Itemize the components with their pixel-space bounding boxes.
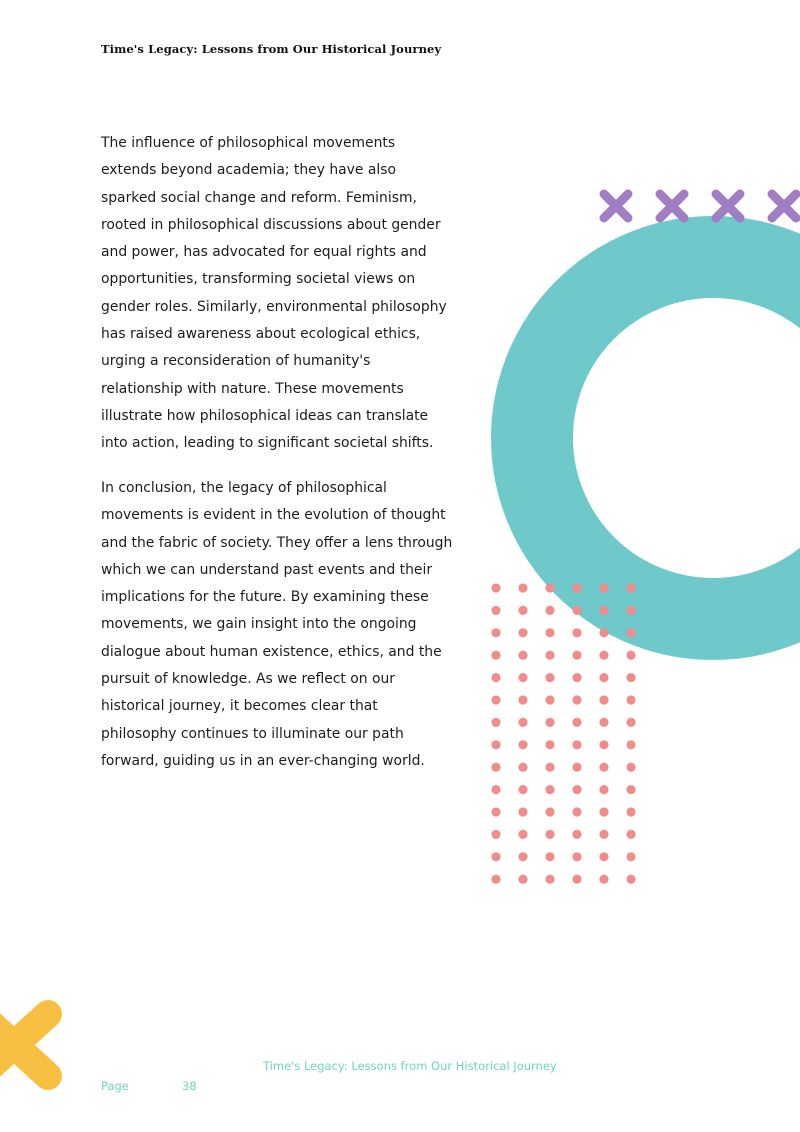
decorative-dot (599, 583, 608, 592)
decorative-dot (572, 695, 581, 704)
decorative-dot (626, 763, 635, 772)
decorative-dot (545, 606, 554, 615)
decorative-dot (545, 583, 554, 592)
decorative-dot (518, 740, 527, 749)
decorative-dot (491, 695, 500, 704)
decorative-dot (572, 628, 581, 637)
footer-page-label: Page (101, 1079, 129, 1093)
decorative-dot (545, 651, 554, 660)
decorative-dot (599, 785, 608, 794)
decorative-dot (599, 763, 608, 772)
decorative-dot (599, 651, 608, 660)
decorative-dot (572, 718, 581, 727)
decorative-dot (626, 651, 635, 660)
decorative-dot (491, 830, 500, 839)
decorative-dot (518, 875, 527, 884)
decorative-dot (599, 673, 608, 682)
decorative-dot (626, 875, 635, 884)
coral-dot-grid-decoration (488, 580, 643, 890)
decorative-dot (626, 606, 635, 615)
decorative-dot (545, 628, 554, 637)
decorative-dot (545, 695, 554, 704)
decorative-dot (626, 718, 635, 727)
decorative-dot (491, 606, 500, 615)
decorative-dot (491, 807, 500, 816)
decorative-dot (626, 807, 635, 816)
decorative-dot (599, 852, 608, 861)
decorative-dot (518, 852, 527, 861)
decorative-dot (491, 785, 500, 794)
decorative-dot (545, 830, 554, 839)
decorative-dot (491, 718, 500, 727)
yellow-cross-decoration (0, 996, 70, 1096)
decorative-dot (518, 583, 527, 592)
decorative-dot (491, 583, 500, 592)
decorative-dot (545, 763, 554, 772)
decorative-dot (518, 718, 527, 727)
decorative-dot (599, 875, 608, 884)
footer-page-number: 38 (182, 1079, 197, 1093)
decorative-dot (572, 651, 581, 660)
decorative-dot (599, 830, 608, 839)
decorative-dot (626, 852, 635, 861)
decorative-dot (626, 830, 635, 839)
decorative-dot (491, 651, 500, 660)
decorative-dot (572, 673, 581, 682)
decorative-dot (545, 673, 554, 682)
decorative-dot (599, 606, 608, 615)
decorative-dot (491, 673, 500, 682)
decorative-dot (545, 785, 554, 794)
decorative-dot (599, 807, 608, 816)
decorative-dot (572, 830, 581, 839)
decorative-dot (491, 852, 500, 861)
body-paragraph: In conclusion, the legacy of philosophical movements is evident in the evolution of thought and the fabric of society. They offer a lens through which we can understand past events and their implications for the future. By examining these movements, we gain insight into the ongoing dialogue about human existence, ethics, and the pursuit of knowledge. As we reflect on our historical journey, it becomes clear that philosophy continues to illuminate our path forward, guiding us in an ever-changing world. (101, 480, 453, 769)
decorative-dot (572, 875, 581, 884)
decorative-dot (491, 763, 500, 772)
decorative-dot (599, 740, 608, 749)
decorative-dot (572, 763, 581, 772)
decorative-dot (545, 807, 554, 816)
decorative-dot (599, 628, 608, 637)
decorative-dot (572, 583, 581, 592)
decorative-dot (572, 740, 581, 749)
decorative-dot (572, 852, 581, 861)
decorative-dot (518, 651, 527, 660)
decorative-dot (545, 852, 554, 861)
decorative-dot (599, 695, 608, 704)
decorative-dot (599, 718, 608, 727)
decorative-dot (572, 807, 581, 816)
decorative-dot (518, 606, 527, 615)
decorative-dot (518, 695, 527, 704)
decorative-dot (545, 740, 554, 749)
decorative-dot (518, 763, 527, 772)
decorative-dot (491, 740, 500, 749)
decorative-dot (572, 606, 581, 615)
decorative-dot (626, 740, 635, 749)
decorative-dot (518, 785, 527, 794)
decorative-dot (491, 875, 500, 884)
decorative-dot (626, 628, 635, 637)
body-paragraph: The influence of philosophical movements extends beyond academia; they have also sparked social change and reform. Feminism, rooted in philosophical discussions about gender and power, has advocated for equal rights and opportunities, transforming societal views on gender roles. Similarly, environmental philosophy has raised awareness about ecological ethics, urging a reconsideration of humanity's relationship with nature. These movements illustrate how philosophical ideas can translate into action, leading to significant societal shifts. (101, 135, 447, 452)
page-header-title: Time's Legacy: Lessons from Our Historical Journey (101, 42, 442, 56)
decorative-dot (626, 673, 635, 682)
decorative-dot (518, 807, 527, 816)
decorative-dot (545, 718, 554, 727)
decorative-dot (626, 695, 635, 704)
decorative-dot (626, 583, 635, 592)
decorative-dot (518, 673, 527, 682)
decorative-dot (518, 830, 527, 839)
decorative-dot (518, 628, 527, 637)
footer-running-title: Time's Legacy: Lessons from Our Historical Journey (263, 1059, 557, 1073)
decorative-dot (626, 785, 635, 794)
decorative-dot (572, 785, 581, 794)
purple-crosses-decoration (595, 186, 800, 228)
decorative-dot (545, 875, 554, 884)
decorative-dot (491, 628, 500, 637)
